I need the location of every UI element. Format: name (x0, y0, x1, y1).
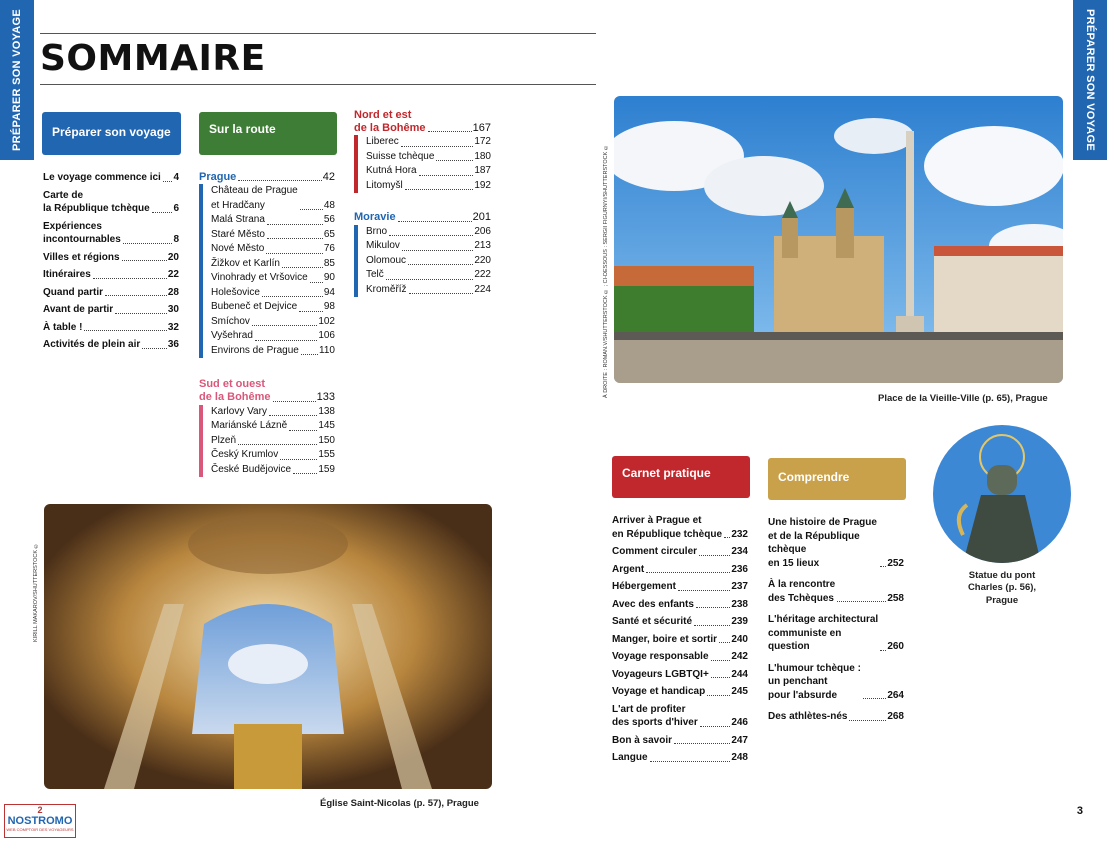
caption-square: Place de la Vieille-Ville (p. 65), Prague (878, 393, 1048, 404)
toc-entry[interactable]: Voyage et handicap 245 (612, 686, 748, 697)
side-tab-right: PRÉPARER SON VOYAGE (1073, 0, 1107, 160)
section-button-carnet[interactable] (612, 456, 750, 498)
toc-entry[interactable]: Carte de la République tchèque 6 (43, 189, 179, 214)
page-number: 3 (1076, 805, 1083, 817)
toc-comprendre (768, 516, 904, 728)
toc-entry[interactable]: Quand partir 28 (43, 286, 179, 298)
toc-item[interactable]: Vyšehrad 106 (211, 330, 335, 342)
toc-entry[interactable]: Des athlètes-nés 268 (768, 711, 904, 722)
section-label: Préparer son voyage (52, 125, 171, 139)
toc-entry[interactable]: Villes et régions 20 (43, 251, 179, 263)
toc-entry[interactable]: Voyageurs LGBTQI+ 244 (612, 668, 748, 680)
nostromo-logo (4, 804, 76, 838)
toc-group-prague (199, 171, 335, 358)
toc-entry[interactable]: Le voyage commence ici 4 (43, 172, 179, 183)
toc-entry[interactable]: Santé et sécurité 239 (612, 616, 748, 627)
toc-preparer (43, 171, 179, 356)
logo-number: 2 (37, 805, 43, 815)
side-tab-left: PRÉPARER SON VOYAGE (0, 0, 34, 160)
toc-entry[interactable]: Bon à savoir 247 (612, 734, 748, 746)
toc-entry[interactable]: Itinéraires 22 (43, 269, 179, 280)
toc-route-col1 (199, 171, 335, 489)
group-bar (199, 405, 203, 478)
toc-entry[interactable]: Une histoire de Prague et de la République tchèque en 15 lieux 252 (768, 517, 904, 569)
section-label: Comprendre (778, 470, 850, 484)
toc-item[interactable]: Olomouc 220 (366, 254, 491, 266)
photo-credit-church: KIRILL MAKAROV/SHUTTERSTOCK © (33, 542, 39, 642)
toc-item[interactable]: Smíchov 102 (211, 315, 335, 327)
logo-subtitle: WEB COMPTOIR DES VOYAGEURS (6, 827, 74, 832)
toc-item[interactable]: Suisse tchèque 180 (366, 150, 491, 162)
toc-entry[interactable]: Expériences incontournables 8 (43, 220, 179, 245)
caption-church: Église Saint-Nicolas (p. 57), Prague (320, 798, 479, 809)
toc-item[interactable]: Žižkov et Karlín 85 (211, 257, 335, 269)
section-label: Sur la route (209, 122, 276, 136)
section-label: Carnet pratique (622, 466, 711, 480)
toc-entry[interactable]: Comment circuler 234 (612, 546, 748, 557)
toc-group-moravie (354, 211, 491, 297)
toc-item[interactable]: Vinohrady et Vršovice 90 (211, 272, 335, 284)
logo-name: NOSTROMO (7, 815, 73, 827)
group-bar (354, 225, 358, 298)
toc-group-head[interactable]: Sud et ouest de la Bohême 133 (199, 378, 335, 404)
group-bar (354, 135, 358, 193)
toc-item[interactable]: České Budějovice 159 (211, 463, 335, 475)
toc-item[interactable]: Kroměříž 224 (366, 283, 491, 295)
toc-entry[interactable]: Langue 248 (612, 752, 748, 763)
caption-statue: Statue du pont Charles (p. 56), Prague (967, 570, 1037, 606)
toc-item[interactable]: Litomyšl 192 (366, 179, 491, 191)
toc-item[interactable]: Malá Strana 56 (211, 214, 335, 226)
toc-item[interactable]: Environs de Prague 110 (211, 344, 335, 356)
toc-group-head[interactable]: Moravie 201 (354, 211, 491, 224)
toc-carnet (612, 514, 748, 769)
toc-item[interactable]: Mikulov 213 (366, 240, 491, 252)
toc-entry[interactable]: Manger, boire et sortir 240 (612, 633, 748, 645)
title-top-rule (40, 33, 596, 34)
toc-group-sud (199, 378, 335, 477)
toc-item[interactable]: Kutná Hora 187 (366, 165, 491, 177)
toc-entry[interactable]: Hébergement 237 (612, 581, 748, 592)
toc-entry[interactable]: Argent 236 (612, 563, 748, 575)
toc-item[interactable]: Karlovy Vary 138 (211, 405, 335, 417)
toc-item[interactable]: Holešovice 94 (211, 286, 335, 298)
toc-entry[interactable]: Arriver à Prague et en République tchèque 232 (612, 515, 748, 540)
page-title: SOMMAIRE (40, 38, 266, 79)
section-button-route[interactable] (199, 112, 337, 155)
toc-entry[interactable]: Avant de partir 30 (43, 304, 179, 315)
toc-group-nord (354, 109, 491, 193)
toc-item[interactable]: Mariánské Lázně 145 (211, 420, 335, 432)
title-bottom-rule (40, 84, 596, 85)
toc-entry[interactable]: Activités de plein air 36 (43, 339, 179, 350)
toc-entry[interactable]: À table ! 32 (43, 321, 179, 333)
toc-item[interactable]: Brno 206 (366, 225, 491, 237)
photo-credit-square: À DROITE : ROMAN.V/SHUTTERSTOCK © ; CI-DESSOUS : SERGII FIGURNYI/SHUTTERSTOCK © (603, 144, 609, 398)
toc-item[interactable]: Bubeneč et Dejvice 98 (211, 301, 335, 313)
group-bar (199, 184, 203, 358)
toc-item[interactable]: Liberec 172 (366, 136, 491, 148)
photo-saint-nicolas (44, 504, 492, 789)
toc-item[interactable]: Telč 222 (366, 269, 491, 281)
toc-entry[interactable]: À la rencontre des Tchèques 258 (768, 579, 904, 604)
toc-item[interactable]: Nové Město 76 (211, 243, 335, 255)
toc-route-col2 (354, 109, 491, 309)
toc-entry[interactable]: L'humour tchèque : un penchant pour l'absurde 264 (768, 662, 904, 701)
section-button-preparer[interactable] (42, 112, 181, 155)
toc-group-head[interactable]: Nord et est de la Bohême 167 (354, 109, 491, 135)
toc-group-head[interactable]: Prague 42 (199, 171, 335, 183)
photo-statue (933, 425, 1071, 563)
toc-item[interactable]: Plzeň 150 (211, 434, 335, 446)
toc-item[interactable]: Château de Prague et Hradčany 48 (211, 185, 335, 211)
section-button-comprendre[interactable] (768, 458, 906, 500)
toc-entry[interactable]: Avec des enfants 238 (612, 598, 748, 610)
toc-item[interactable]: Staré Město 65 (211, 228, 335, 240)
photo-old-town-square (614, 96, 1063, 383)
toc-entry[interactable]: L'art de profiter des sports d'hiver 246 (612, 703, 748, 728)
toc-entry[interactable]: L'héritage architectural communiste en question 260 (768, 614, 904, 652)
toc-entry[interactable]: Voyage responsable 242 (612, 651, 748, 662)
toc-item[interactable]: Český Krumlov 155 (211, 449, 335, 461)
